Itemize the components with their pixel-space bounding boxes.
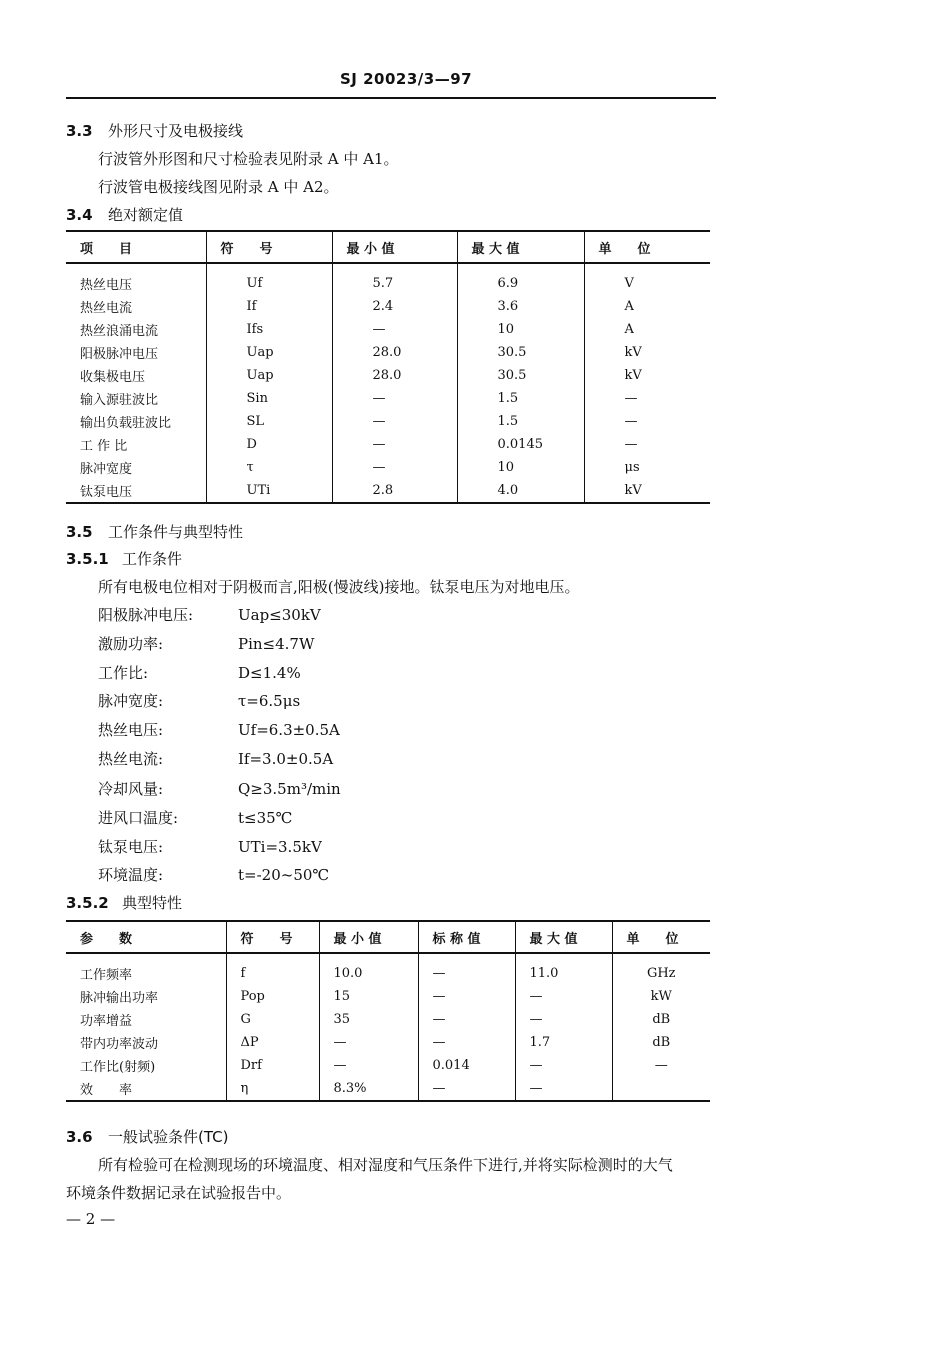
condition-label: 环境温度: (98, 866, 164, 884)
header-rule (66, 97, 716, 99)
table-cell: 35 (319, 1008, 418, 1031)
paragraph: 环境条件数据记录在试验报告中。 (66, 1184, 292, 1202)
table-row (66, 341, 710, 364)
table-cell: 脉冲输出功率 (66, 985, 226, 1008)
condition-label: 阳极脉冲电压: (98, 606, 194, 624)
table-cell: 0.0145 (457, 433, 584, 456)
table-row (66, 1054, 710, 1077)
table-cell: 阳极脉冲电压 (66, 341, 206, 364)
table-cell: GHz (646, 966, 676, 981)
table-row (66, 953, 710, 985)
table-cell: 1.5 (457, 387, 584, 410)
table-cell: Sin (206, 387, 332, 410)
condition-label: 冷却风量: (98, 780, 164, 798)
table-cell: If (206, 295, 332, 318)
table-row (66, 1031, 710, 1054)
table-cell: Drf (226, 1054, 319, 1077)
section-3-3-heading (66, 120, 243, 141)
table-row (66, 318, 710, 341)
table-cell: 8.3% (319, 1077, 418, 1101)
section-title: 外形尺寸及电极接线 (108, 122, 244, 140)
table-cell: τ (206, 456, 332, 479)
table-cell: dB (652, 1035, 671, 1050)
table-cell: 脉冲宽度 (66, 456, 206, 479)
typical-characteristics-table (66, 920, 710, 1102)
table-cell: 工作比(射频) (66, 1054, 226, 1077)
condition-row (98, 604, 321, 625)
table-cell: Uap (206, 364, 332, 387)
table-row (66, 364, 710, 387)
table-cell: — (515, 1054, 612, 1077)
table-cell: kV (624, 345, 642, 360)
table-row (66, 985, 710, 1008)
table-cell: — (319, 1054, 418, 1077)
table-cell: 输出负载驻波比 (66, 410, 206, 433)
table-cell: 5.7 (332, 263, 457, 295)
paragraph: 行波管电极接线图见附录 A 中 A2。 (98, 178, 339, 196)
table-cell: Ifs (206, 318, 332, 341)
section-number: 3.5.2 (66, 894, 109, 912)
table-cell: — (418, 953, 515, 985)
condition-label: 热丝电流: (98, 750, 164, 768)
table-cell: G (226, 1008, 319, 1031)
section-number: 3.5.1 (66, 550, 109, 568)
condition-label: 工作比: (98, 664, 149, 682)
table-cell: A (624, 322, 634, 337)
paragraph: 行波管外形图和尺寸检验表见附录 A 中 A1。 (98, 150, 399, 168)
condition-row (98, 864, 329, 885)
condition-value: Uap≤30kV (238, 606, 321, 624)
paragraph: 所有检验可在检测现场的环境温度、相对湿度和气压条件下进行,并将实际检测时的大气 (98, 1156, 673, 1174)
section-3-5-2-heading (66, 892, 182, 913)
table-row (66, 433, 710, 456)
table-cell: 1.7 (515, 1031, 612, 1054)
table-cell: — (624, 437, 638, 452)
table-cell: 28.0 (332, 364, 457, 387)
condition-label: 钛泵电压: (98, 838, 164, 856)
section-title: 典型特性 (122, 894, 183, 912)
column-header: 符 号 (226, 921, 319, 953)
table-cell: 热丝浪涌电流 (66, 318, 206, 341)
column-header: 最 小 值 (319, 921, 418, 953)
table-cell: 4.0 (457, 479, 584, 503)
table-cell: — (418, 1008, 515, 1031)
table-row (66, 295, 710, 318)
table-cell: 2.4 (332, 295, 457, 318)
table-cell: D (206, 433, 332, 456)
condition-value: D≤1.4% (238, 664, 301, 682)
column-header: 单 位 (598, 241, 651, 257)
condition-row (98, 633, 314, 654)
table-cell: — (515, 1077, 612, 1101)
table-cell: — (624, 391, 638, 406)
table-cell: η (226, 1077, 319, 1101)
condition-value: UTi=3.5kV (238, 838, 322, 856)
table-row (66, 1077, 710, 1101)
section-number: 3.3 (66, 122, 93, 140)
column-header: 项 目 (66, 231, 206, 263)
condition-row (98, 662, 301, 683)
table-cell: — (319, 1031, 418, 1054)
table-cell: 15 (319, 985, 418, 1008)
table-cell: UTi (206, 479, 332, 503)
condition-row (98, 778, 341, 799)
table-cell: Uap (206, 341, 332, 364)
table-cell: f (226, 953, 319, 985)
table-cell: 钛泵电压 (66, 479, 206, 503)
table-cell: SL (206, 410, 332, 433)
condition-value: Uf=6.3±0.5A (238, 721, 340, 739)
section-3-6-heading (66, 1126, 228, 1147)
table-cell: — (654, 1058, 668, 1073)
table-cell: A (624, 299, 634, 314)
table-cell: 28.0 (332, 341, 457, 364)
table-cell: — (332, 387, 457, 410)
table-cell: 效 率 (66, 1077, 226, 1101)
column-header: 标 称 值 (418, 921, 515, 953)
table-cell: 11.0 (515, 953, 612, 985)
table-row (66, 1008, 710, 1031)
absolute-ratings-table (66, 230, 710, 504)
table-cell: 输入源驻波比 (66, 387, 206, 410)
table-cell: — (418, 1031, 515, 1054)
condition-label: 热丝电压: (98, 721, 164, 739)
condition-value: Pin≤4.7W (238, 635, 315, 653)
section-number: 3.4 (66, 206, 93, 224)
table-cell: 10 (457, 318, 584, 341)
table-cell: 6.9 (457, 263, 584, 295)
table-cell: Uf (206, 263, 332, 295)
table-row (66, 410, 710, 433)
section-3-4-heading (66, 204, 183, 225)
table-cell: 2.8 (332, 479, 457, 503)
table-row (66, 263, 710, 295)
table-cell: ΔP (226, 1031, 319, 1054)
section-number: 3.6 (66, 1128, 93, 1146)
column-header: 参 数 (66, 921, 226, 953)
table-cell: — (332, 318, 457, 341)
table-cell: 10 (457, 456, 584, 479)
table-cell: 工 作 比 (66, 433, 206, 456)
paragraph: 所有电极电位相对于阴极而言,阳极(慢波线)接地。钛泵电压为对地电压。 (98, 578, 580, 596)
section-title: 工作条件 (122, 550, 183, 568)
condition-row (98, 836, 322, 857)
table-cell: — (515, 1008, 612, 1031)
column-header: 最 大 值 (515, 921, 612, 953)
table-row (66, 456, 710, 479)
table-cell: — (624, 414, 638, 429)
table-cell: kV (624, 483, 642, 498)
table-cell: — (332, 433, 457, 456)
section-title: 绝对额定值 (108, 206, 184, 224)
table-header-row (66, 921, 710, 953)
table-cell: — (332, 410, 457, 433)
table-row (66, 479, 710, 503)
table-cell: kW (650, 989, 672, 1004)
condition-label: 脉冲宽度: (98, 692, 164, 710)
table-cell: 0.014 (418, 1054, 515, 1077)
table-cell: 工作频率 (66, 953, 226, 985)
table-cell: 3.6 (457, 295, 584, 318)
table-header-row (66, 231, 710, 263)
condition-value: If=3.0±0.5A (238, 750, 334, 768)
condition-row (98, 748, 333, 769)
column-header: 最 小 值 (332, 231, 457, 263)
table-cell: kV (624, 368, 642, 383)
condition-row (98, 719, 340, 740)
section-3-5-1-heading (66, 548, 182, 569)
table-cell: — (332, 456, 457, 479)
table-cell: 30.5 (457, 341, 584, 364)
section-title: 一般试验条件(TC) (108, 1128, 229, 1146)
table-cell: μs (624, 460, 640, 475)
condition-label: 进风口温度: (98, 809, 179, 827)
condition-value: τ=6.5μs (238, 692, 301, 710)
table-cell: 热丝电流 (66, 295, 206, 318)
table-cell: Pop (226, 985, 319, 1008)
table-cell: 1.5 (457, 410, 584, 433)
table-cell: 30.5 (457, 364, 584, 387)
table-cell: 收集极电压 (66, 364, 206, 387)
table-cell: — (418, 1077, 515, 1101)
table-cell: dB (652, 1012, 671, 1027)
table-cell: 10.0 (319, 953, 418, 985)
section-number: 3.5 (66, 523, 93, 541)
section-3-5-heading (66, 521, 243, 542)
section-title: 工作条件与典型特性 (108, 523, 244, 541)
column-header: 单 位 (626, 931, 679, 947)
table-cell (612, 1077, 710, 1101)
table-cell: 功率增益 (66, 1008, 226, 1031)
condition-value: Q≥3.5m³/min (238, 780, 341, 798)
table-row (66, 387, 710, 410)
table-cell: — (418, 985, 515, 1008)
condition-row (98, 807, 292, 828)
condition-row (98, 690, 300, 711)
condition-value: t=-20~50℃ (238, 866, 330, 884)
table-cell: V (624, 276, 634, 291)
document-code: SJ 20023/3—97 (340, 70, 473, 88)
page-number: — 2 — (66, 1210, 116, 1228)
condition-label: 激励功率: (98, 635, 164, 653)
table-cell: 带内功率波动 (66, 1031, 226, 1054)
column-header: 最 大 值 (457, 231, 584, 263)
table-cell: 热丝电压 (66, 263, 206, 295)
condition-value: t≤35℃ (238, 809, 293, 827)
column-header: 符 号 (206, 231, 332, 263)
table-cell: — (515, 985, 612, 1008)
